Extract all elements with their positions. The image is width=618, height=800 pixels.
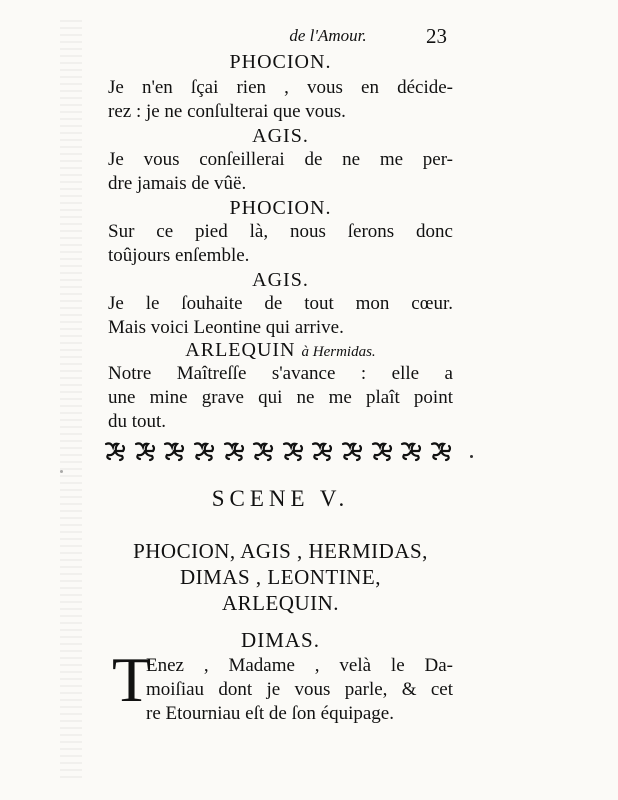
page-header <box>108 24 453 48</box>
speaker-with-direction <box>108 338 453 364</box>
text-line: Enez , Madame , velà le Da- <box>146 655 453 676</box>
fleuron-icon <box>399 439 423 463</box>
text-line: une mine grave qui ne me plaît point <box>108 387 453 408</box>
fleuron-icon <box>222 439 246 463</box>
cast-line: PHOCION, AGIS , HERMIDAS, <box>133 539 428 563</box>
fleuron-icon <box>251 439 275 463</box>
speaker-name: AGIS. <box>252 269 309 291</box>
text-line: Je le ſouhaite de tout mon cœur. <box>108 293 453 314</box>
ink-speck <box>470 455 473 458</box>
page-number: 23 <box>426 24 447 48</box>
text-line: Mais voici Leontine qui arrive. <box>108 317 344 338</box>
fleuron-icon <box>162 439 186 463</box>
cast-line: DIMAS , LEONTINE, <box>180 565 381 589</box>
speaker-name: ARLEQUIN <box>185 339 296 361</box>
fleuron-ornament-band <box>103 437 453 465</box>
fleuron-icon <box>429 439 453 463</box>
speaker-name: PHOCION. <box>229 51 332 73</box>
cast-line: ARLEQUIN. <box>221 591 340 615</box>
running-title: de l'Amour. <box>289 26 367 45</box>
scene-title: SCENE V. <box>211 486 350 511</box>
ink-speck <box>60 470 63 473</box>
text-line: du tout. <box>108 411 167 432</box>
fleuron-icon <box>281 439 305 463</box>
binding-gutter <box>60 20 82 780</box>
text-line: re Etourniau eſt de ſon équipage. <box>146 703 394 724</box>
text-line: Notre Maîtreſſe s'avance : elle a <box>108 363 453 384</box>
text-line: Je vous conſeillerai de ne me per- <box>108 149 453 170</box>
fleuron-icon <box>340 439 364 463</box>
stage-direction: à Hermidas. <box>301 344 376 360</box>
fleuron-icon <box>133 439 157 463</box>
speaker-name: PHOCION. <box>229 197 332 219</box>
fleuron-icon <box>370 439 394 463</box>
fleuron-icon <box>310 439 334 463</box>
speaker-name: AGIS. <box>252 125 309 147</box>
text-line: Sur ce pied là, nous ſerons donc <box>108 221 453 242</box>
text-line: dre jamais de vûë. <box>108 173 247 194</box>
text-line: Je n'en ſçai rien , vous en décide- <box>108 77 453 98</box>
text-line: rez : je ne conſulterai que vous. <box>108 101 346 122</box>
drop-capital: T <box>112 644 152 715</box>
fleuron-icon <box>192 439 216 463</box>
fleuron-icon <box>103 439 127 463</box>
text-line: moiſiau dont je vous parle, & cet <box>146 679 453 700</box>
text-line: toûjours enſemble. <box>108 245 250 266</box>
speaker-name: DIMAS. <box>241 628 320 652</box>
